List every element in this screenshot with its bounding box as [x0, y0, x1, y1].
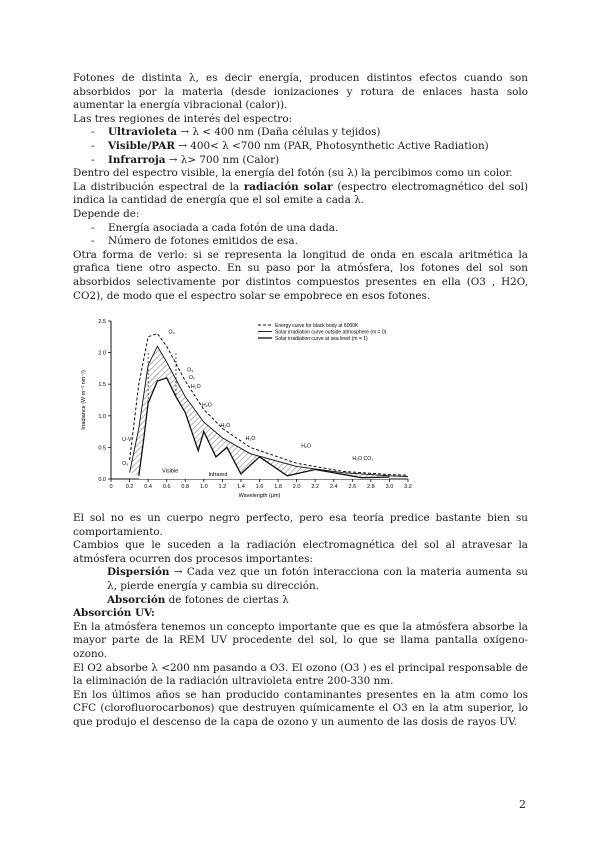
x-tick-label: 0.6: [162, 484, 171, 491]
absorber-label: O₃: [168, 329, 175, 336]
absorber-label: H₂O: [220, 423, 231, 430]
legend-entry: Energy curve for black body at 6000K: [275, 323, 359, 330]
document-body: [73, 72, 528, 730]
depends-item: - Número de fotones emitidos de esa.: [91, 235, 528, 249]
region-visible: - Visible/PAR → 400< λ <700 nm (PAR, Photosynthetic Active Radiation): [91, 140, 528, 154]
band-label-infrared: Infrared: [208, 471, 228, 478]
x-tick-label: 0.8: [181, 484, 190, 491]
x-axis-label: Wavelength (μm): [238, 493, 281, 500]
band-label-uv: U-V: [122, 437, 132, 444]
y-axis-label: Irradiance (W m⁻² nm⁻¹): [81, 370, 87, 430]
y-tick-label: 0.5: [98, 445, 106, 452]
absorber-label: O₃: [122, 461, 129, 468]
x-tick-label: 1.8: [274, 484, 282, 491]
x-tick-label: 0.2: [125, 484, 134, 491]
y-tick-label: 2.0: [98, 350, 106, 357]
paragraph-changes: Cambios que le suceden a la radiación electromagnética del sol al atravesar la atmósfera ocurren dos procesos importantes:: [73, 539, 528, 565]
x-tick-label: 0: [109, 484, 113, 491]
x-tick-label: 0.4: [144, 484, 152, 491]
paragraph-photons: Fotones de distinta λ, es decir energía, producen distintos efectos cuando son absorbidos por la materia (desde ionizaciones y rotura de enlaces hasta solo aumentar la energía vibracional (calor)).: [73, 72, 528, 112]
regions-list: [73, 126, 528, 167]
region-uv: - Ultravioleta → λ < 400 nm (Daña células y tejidos): [91, 126, 528, 140]
x-tick-label: 1.2: [218, 484, 227, 491]
y-tick-label: 0.0: [98, 477, 106, 484]
absorber-label: H₂O: [201, 402, 212, 409]
paragraph-atmosphere: Otra forma de verlo: si se representa la longitud de onda en escala aritmética la grafica tiene otro aspecto. En su paso por la atmósfera, los fotones del sol son absorbidos selectivamente por distintos compuestos presentes en ella (O3 , H2O, CO2), de modo que el espectro solar se empobrece en esos fotones.: [73, 248, 528, 302]
x-tick-label: 2.4: [329, 484, 338, 491]
absorber-label: H₂O: [301, 443, 312, 450]
y-tick-label: 1.5: [98, 382, 106, 389]
paragraph-visible: Dentro del espectro visible, la energía del fotón (su λ) la percibimos como un color.: [73, 167, 513, 180]
x-tick-label: 2.6: [348, 484, 357, 491]
legend-entry: Solar irradiation curve outside atmosphere (m = 0): [275, 329, 387, 336]
region-infrared: - Infrarroja → λ> 700 nm (Calor): [91, 154, 528, 168]
x-tick-label: 2.2: [311, 484, 320, 491]
paragraph-ozone-screen: En la atmósfera tenemos un concepto importante que es que la atmósfera absorbe la mayor parte de la REM UV procedente del sol, lo que se llama pantalla oxígeno-ozono.: [73, 620, 528, 661]
x-tick-label: 2.0: [292, 484, 301, 491]
heading-uv-absorption: Absorción UV:: [73, 607, 155, 620]
depends-list: [73, 222, 528, 249]
paragraph-blackbody: El sol no es un cuerpo negro perfecto, pero esa teoría predice bastante bien su comportamiento.: [73, 512, 528, 538]
absorber-label: O₂: [188, 375, 196, 382]
paragraph-cfc: En los últimos años se han producido contaminantes presentes en la atm como los CFC (clorofluorocarbonos) que destruyen químicamente el O3 en la atm superior, lo que produjo el descenso de la capa de ozono y un aumento de las dosis de rayos UV.: [73, 688, 528, 728]
x-tick-label: 1.4: [237, 484, 245, 491]
absorber-label: H₂O CO₂: [352, 456, 374, 463]
paragraph-regions-intro: Las tres regiones de interés del espectro:: [73, 112, 293, 125]
spectrum-figure: [73, 311, 528, 506]
band-label-visible: Visible: [162, 468, 179, 475]
legend-entry: Solar irradiation curve at sea level (m = 1): [275, 336, 368, 343]
x-tick-label: 1.0: [199, 484, 208, 491]
absorber-label: H₂O: [190, 384, 201, 391]
x-tick-label: 3.2: [404, 484, 412, 491]
x-tick-label: 3.0: [385, 484, 394, 491]
paragraph-depends: Depende de:: [73, 207, 140, 220]
depends-item: - Energía asociada a cada fotón de una dada.: [91, 222, 528, 236]
spectrum-chart: [73, 311, 528, 506]
y-tick-label: 2.5: [98, 319, 106, 326]
absorber-label: H₂O: [245, 435, 256, 442]
x-tick-label: 2.8: [367, 484, 375, 491]
page-number: 2: [519, 798, 526, 811]
paragraph-o2-o3: El O2 absorbe λ <200 nm pasando a O3. El ozono (O3 ) es el principal responsable de la eliminación de la radiación ultravioleta entre 200-330 nm.: [73, 661, 528, 688]
y-tick-label: 1.0: [98, 413, 106, 420]
absorber-label: O₃: [187, 367, 194, 374]
x-tick-label: 1.6: [255, 484, 264, 491]
paragraph-solar-distribution: La distribución espectral de la radiación solar (espectro electromagnético del sol) indica la cantidad de energía que el sol emite a cada λ.: [73, 180, 529, 207]
paragraph-absorption: Absorción de fotones de ciertas λ: [107, 593, 289, 606]
paragraph-dispersion: Dispersión → Cada vez que un fotón interacciona con la materia aumenta su λ, pierde energía y cambia su dirección.: [107, 566, 528, 593]
